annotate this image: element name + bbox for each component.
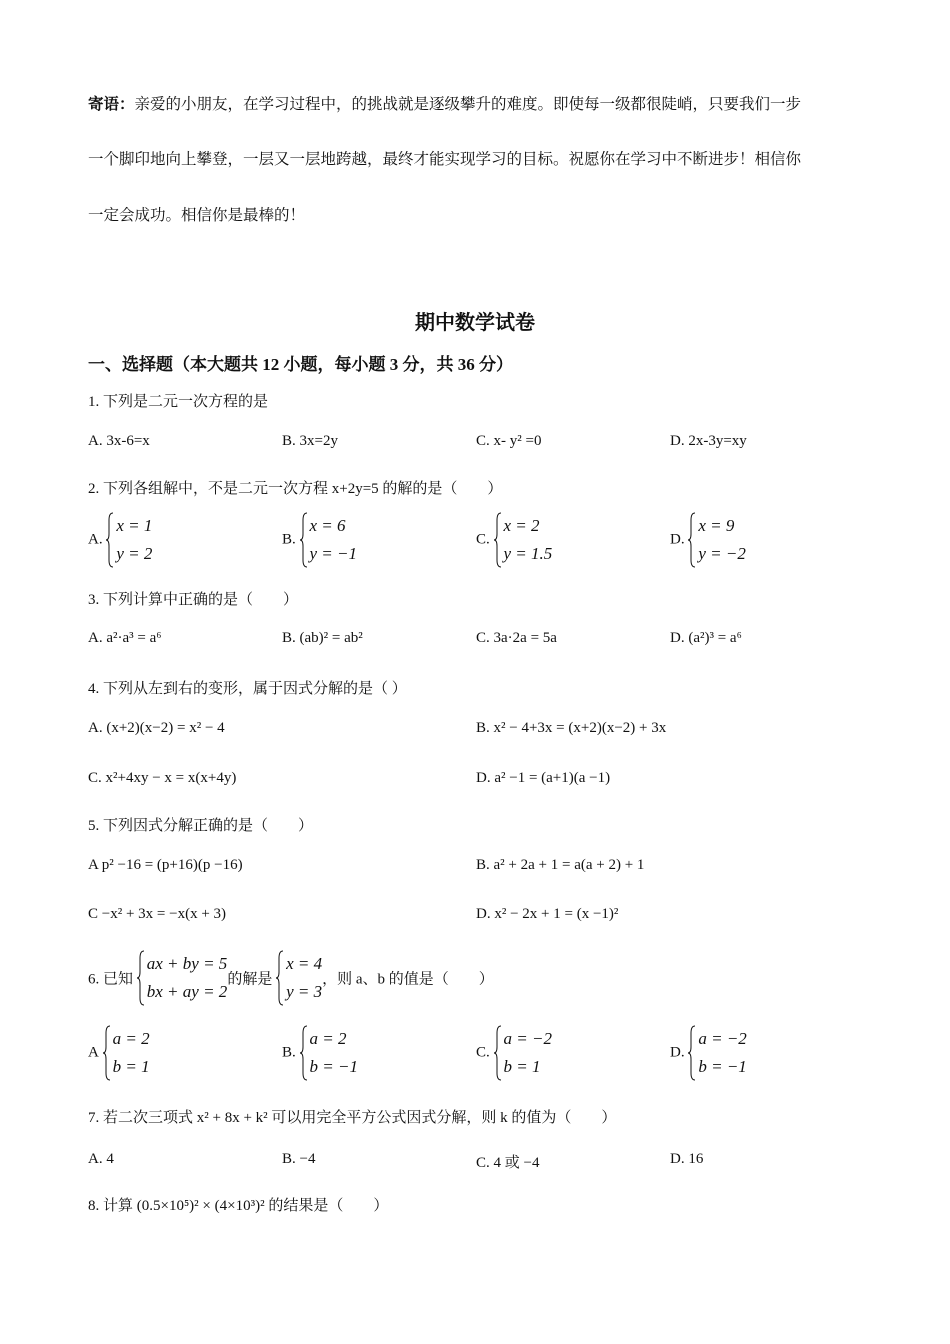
q5-option-c: C −x² + 3x = −x(x + 3) xyxy=(88,906,227,922)
q7-option-a: A. 4 xyxy=(88,1151,114,1167)
q1-option-b: B. 3x=2y xyxy=(282,433,338,449)
q5-option-d: D. x² − 2x + 1 = (x −1)² xyxy=(476,906,619,922)
question-6-stem: 6. 已知 ax + by = 5 bx + ay = 2 的解是 x = 4 y = 3 ，则 a、b 的值是（ ） xyxy=(88,950,494,1006)
question-1-stem: 1. 下列是二元一次方程的是 xyxy=(88,394,269,410)
equation-system: a = −2 b = 1 xyxy=(494,1025,552,1081)
equation-system: x = 4 y = 3 xyxy=(276,950,322,1006)
q5-option-a: A p² −16 = (p+16)(p −16) xyxy=(88,857,243,873)
q4-option-b: B. x² − 4+3x = (x+2)(x−2) + 3x xyxy=(476,720,667,736)
equation-system: a = 2 b = −1 xyxy=(300,1025,358,1081)
question-4-stem: 4. 下列从左到右的变形，属于因式分解的是（ ） xyxy=(88,681,407,697)
q7-option-b: B. −4 xyxy=(282,1151,316,1167)
q1-option-a: A. 3x-6=x xyxy=(88,433,150,449)
q3-option-d: D. (a²)³ = a⁶ xyxy=(670,630,742,646)
equation-system: a = 2 b = 1 xyxy=(103,1025,150,1081)
q3-option-a: A. a²·a³ = a⁶ xyxy=(88,630,162,646)
q7-option-d: D. 16 xyxy=(670,1151,704,1167)
q2-option-b: B. x = 6 y = −1 xyxy=(282,512,357,568)
question-8-stem: 8. 计算 (0.5×10⁵)² × (4×10³)² 的结果是（ ） xyxy=(88,1198,389,1214)
equation-system: x = 6 y = −1 xyxy=(300,512,358,568)
q5-option-b: B. a² + 2a + 1 = a(a + 2) + 1 xyxy=(476,857,645,873)
q1-option-d: D. 2x-3y=xy xyxy=(670,433,747,449)
q4-option-a: A. (x+2)(x−2) = x² − 4 xyxy=(88,720,225,736)
question-5-stem: 5. 下列因式分解正确的是（ ） xyxy=(88,818,314,834)
question-2-stem: 2. 下列各组解中，不是二元一次方程 x+2y=5 的解的是（ ） xyxy=(88,481,503,497)
section-heading: 一、选择题（本大题共 12 小题，每小题 3 分，共 36 分） xyxy=(88,355,513,374)
preface-line-2: 一个脚印地向上攀登，一层又一层地跨越，最终才能实现学习的目标。祝愿你在学习中不断进步！相信你 xyxy=(88,151,802,168)
equation-system: x = 2 y = 1.5 xyxy=(494,512,553,568)
equation-system: a = −2 b = −1 xyxy=(688,1025,746,1081)
q2-option-d: D. x = 9 y = −2 xyxy=(670,512,746,568)
q7-option-c: C. 4 或 −4 xyxy=(476,1155,540,1171)
q3-option-c: C. 3a·2a = 5a xyxy=(476,630,557,646)
preface-line-1: 寄语：亲爱的小朋友，在学习过程中，的挑战就是逐级攀升的难度。即使每一级都很陡峭，只要我们一步 xyxy=(88,96,802,113)
q6-option-a: A a = 2 b = 1 xyxy=(88,1025,150,1081)
equation-system: x = 1 y = 2 xyxy=(106,512,152,568)
q6-option-d: D. a = −2 b = −1 xyxy=(670,1025,747,1081)
q6-option-b: B. a = 2 b = −1 xyxy=(282,1025,358,1081)
q2-option-c: C. x = 2 y = 1.5 xyxy=(476,512,552,568)
q2-option-a: A. x = 1 y = 2 xyxy=(88,512,152,568)
preface-line-3: 一定会成功。相信你是最棒的！ xyxy=(88,207,306,224)
q4-option-d: D. a² −1 = (a+1)(a −1) xyxy=(476,770,611,786)
equation-system: ax + by = 5 bx + ay = 2 xyxy=(137,950,228,1006)
q6-option-c: C. a = −2 b = 1 xyxy=(476,1025,552,1081)
preface-label: 寄语： xyxy=(88,96,135,113)
equation-system: x = 9 y = −2 xyxy=(688,512,746,568)
question-3-stem: 3. 下列计算中正确的是（ ） xyxy=(88,592,299,608)
q3-option-b: B. (ab)² = ab² xyxy=(282,630,363,646)
q4-option-c: C. x²+4xy − x = x(x+4y) xyxy=(88,770,237,786)
q1-option-c: C. x- y² =0 xyxy=(476,433,542,449)
page-title: 期中数学试卷 xyxy=(415,312,535,334)
question-7-stem: 7. 若二次三项式 x² + 8x + k² 可以用完全平方公式因式分解，则 k 的值为（ ） xyxy=(88,1110,617,1126)
